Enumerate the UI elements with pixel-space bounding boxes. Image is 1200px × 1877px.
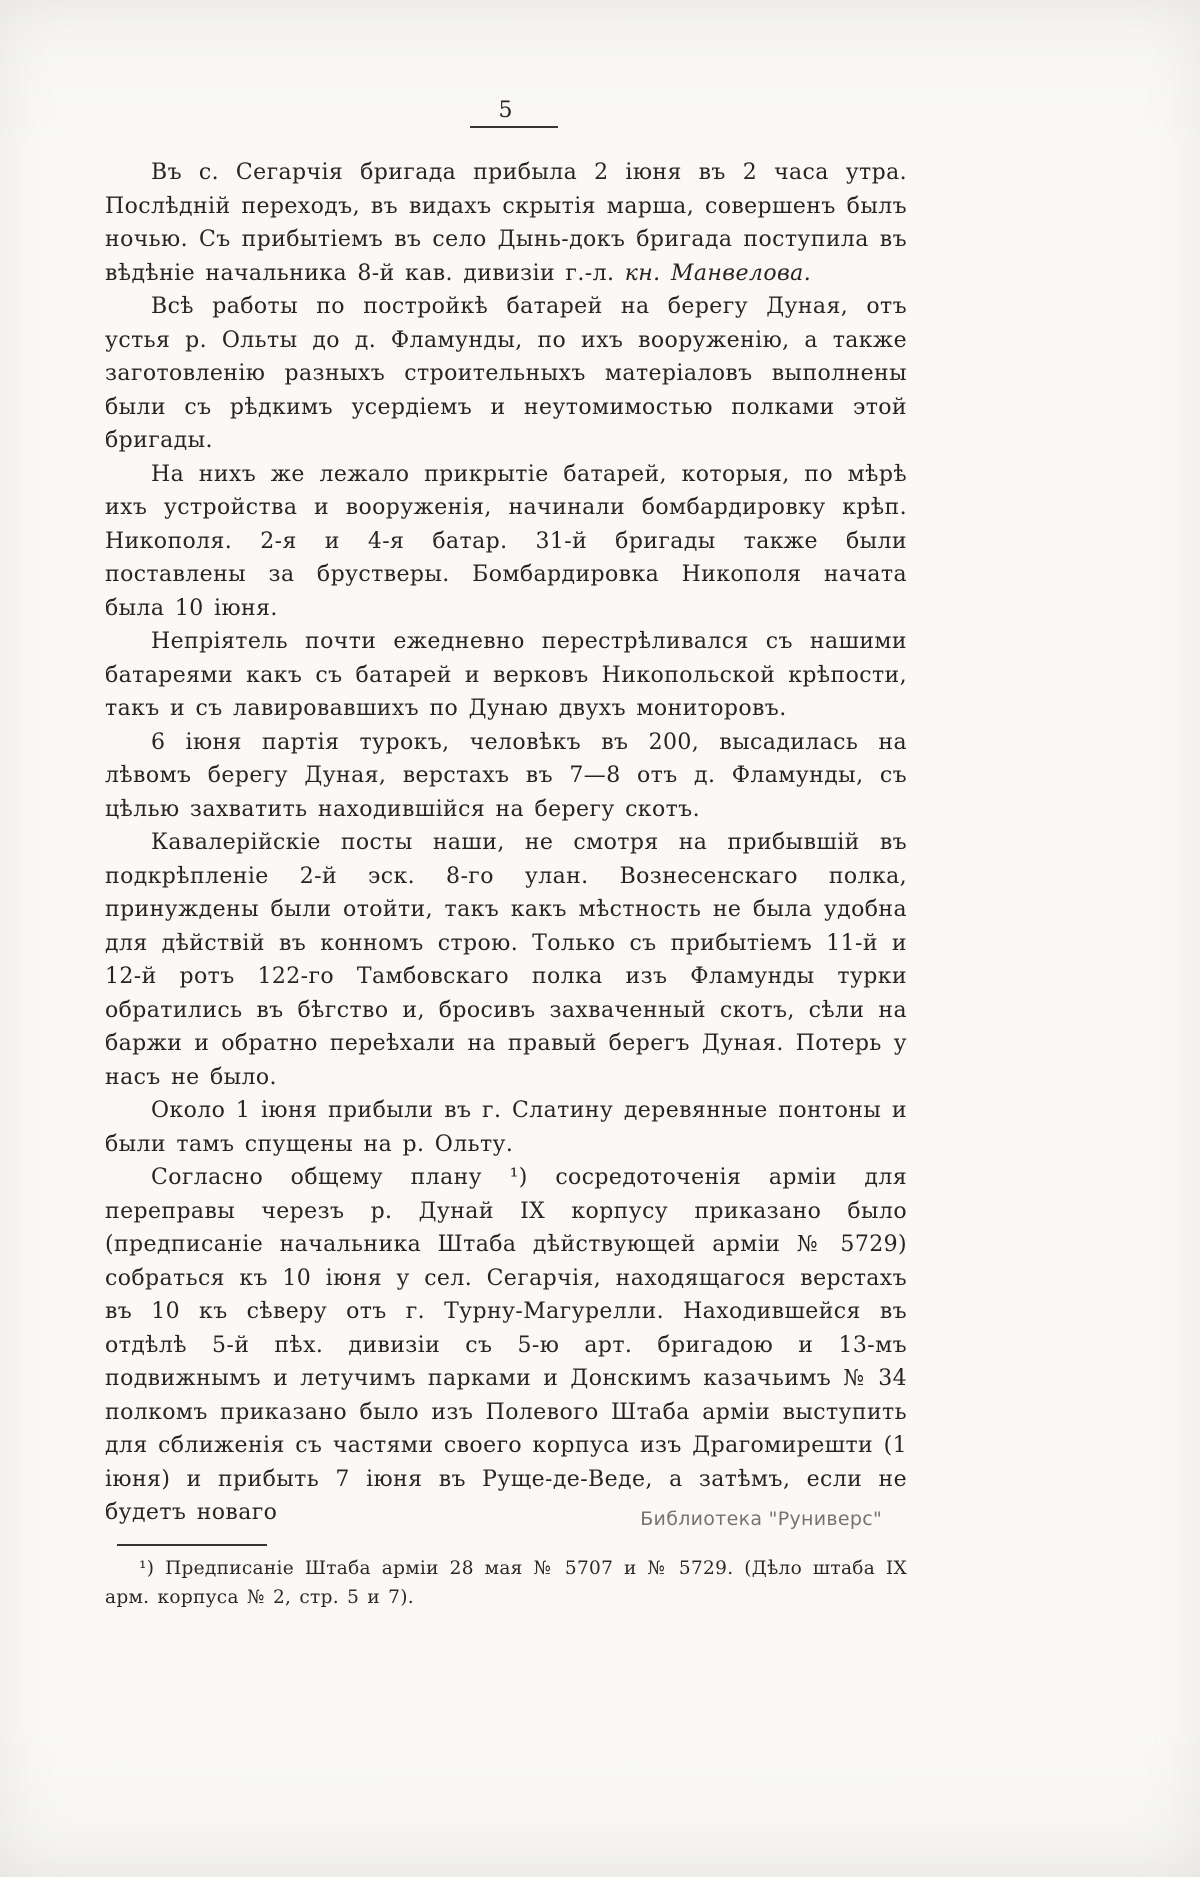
body-text: Всѣ работы по постройкѣ батарей на берегу Дуная, отъ устья р. Ольты до д. Фламунды, по ихъ вооруженію, а также заготовленію разныхъ строительныхъ матеріаловъ выполнены были съ рѣдкимъ усердіемъ и неутомимостью полками этой бригады. (105, 294, 907, 453)
page-content (105, 98, 907, 1612)
body-text: Согласно общему плану ¹) сосредоточенія арміи для переправы черезъ р. Дунай IX корпусу приказано было (предписаніе начальника Штаба дѣйствующей арміи № 5729) собраться къ 10 іюня у сел. Сегарчія, находящагося верстахъ въ 10 къ сѣверу отъ г. Турну-Магурелли. Находившейся въ отдѣлѣ 5-й пѣх. дивизіи съ 5-ю арт. бригадою и 13-мъ подвижнымъ и летучимъ парками и Донскимъ казачьимъ № 34 полкомъ приказано было изъ Полевого Штаба арміи выступить для сближенія съ частями своего корпуса изъ Драгомирешти (1 іюня) и прибыть 7 іюня въ Руще-де-Веде, а затѣмъ, если не будетъ новаго (105, 1165, 907, 1525)
footnote-block (105, 1544, 907, 1612)
page-text (105, 156, 907, 1530)
body-text: На нихъ же лежало прикрытіе батарей, которыя, по мѣрѣ ихъ устройства и вооруженія, начинали бомбардировку крѣп. Никополя. 2-я и 4-я батар. 31-й бригады также были поставлены за брустверы. Бомбардировка Никополя начата была 10 іюня. (105, 461, 907, 621)
paragraph (105, 458, 907, 626)
paragraph (105, 625, 907, 726)
paragraph (105, 826, 907, 1094)
library-watermark: Библиотека "Руниверс" (640, 1508, 882, 1530)
paragraph (105, 1094, 907, 1161)
footnote: ¹) Предписаніе Штаба арміи 28 мая № 5707 и № 5729. (Дѣло штаба IX арм. корпуса № 2, стр. 5 и 7). (105, 1557, 907, 1608)
body-text: Кавалерійскіе посты наши, не смотря на прибывшій въ подкрѣпленіе 2-й эск. 8-го улан. Вознесенскаго полка, принуждены были отойти, такъ какъ мѣстность не была удобна для дѣйствій въ конномъ строю. Только съ прибытіемъ 11-й и 12-й ротъ 122-го Тамбовскаго полка изъ Фламунды турки обратились въ бѣгство и, бросивъ захваченный скотъ, сѣли на баржи и обратно переѣхали на правый берегъ Дуная. Потерь у насъ не было. (105, 830, 907, 1090)
page-number-underline (470, 126, 558, 128)
italic-text: кн. Манвелова. (624, 260, 812, 286)
body-text: Въ с. Сегарчія бригада прибыла 2 іюня въ 2 часа утра. Послѣдній переходъ, въ видахъ скрытія марша, совершенъ былъ ночью. Съ прибытіемъ въ село Дынь-докъ бригада поступила въ вѣдѣніе начальника 8-й кав. дивизіи г.-л. (105, 160, 907, 286)
body-text: 6 іюня партія турокъ, человѣкъ въ 200, высадилась на лѣвомъ берегу Дуная, верстахъ въ 7—8 отъ д. Фламунды, съ цѣлью захватить находившійся на берегу скотъ. (105, 729, 907, 822)
body-text: Непріятель почти ежедневно перестрѣливался съ нашими батареями какъ съ батарей и верковъ Никопольской крѣпости, такъ и съ лавировавшихъ по Дунаю двухъ мониторовъ. (105, 629, 907, 721)
page-header (105, 98, 907, 128)
footnote-separator (117, 1544, 267, 1546)
paragraph (105, 1161, 907, 1530)
paragraph (105, 156, 907, 290)
body-text: Около 1 іюня прибыли въ г. Слатину деревянные понтоны и были тамъ спущены на р. Ольту. (105, 1098, 907, 1157)
page-number: 5 (498, 98, 514, 123)
paragraph (105, 290, 907, 458)
paragraph (105, 726, 907, 827)
